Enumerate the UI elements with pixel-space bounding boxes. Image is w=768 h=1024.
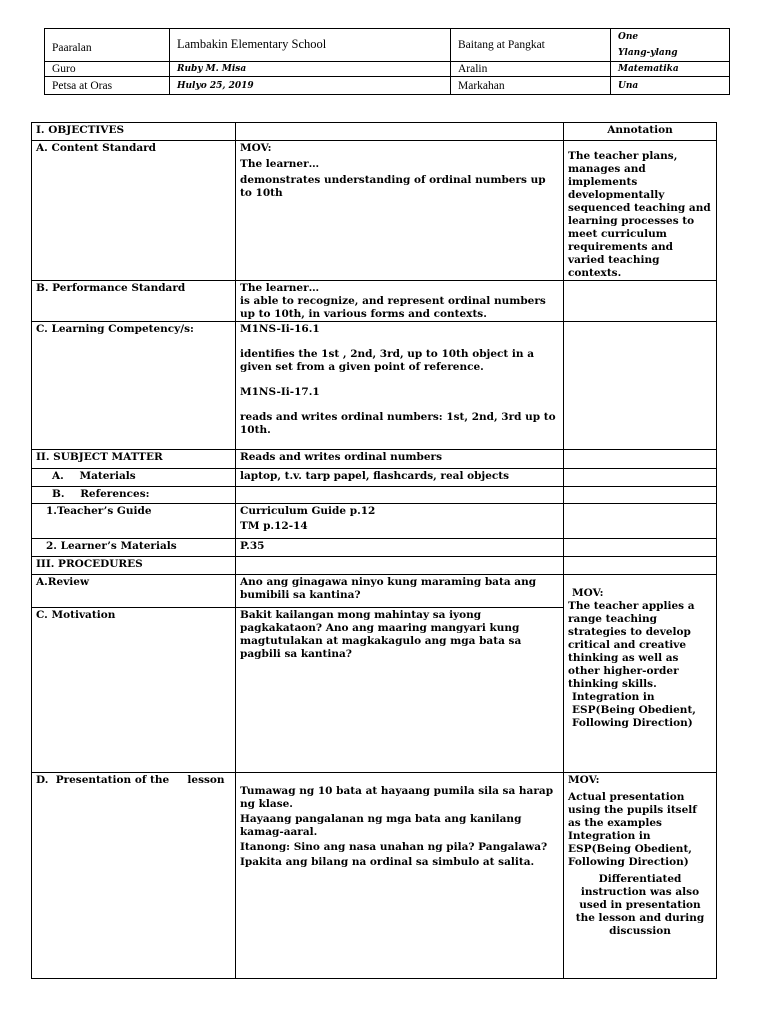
procedures-annotation	[564, 557, 717, 575]
references-label-cell	[32, 487, 236, 504]
learners-materials-label-text: 2. Learner’s Materials	[46, 540, 177, 552]
content-standard-annotation-text: The teacher plans, manages and implements developmentally sequenced teaching and learning processes to meet curriculum requirements and varied teaching contexts.	[568, 150, 711, 279]
review-label: A.Review	[32, 575, 236, 608]
presentation-row	[32, 773, 717, 979]
petsa-value: Hulyo 25, 2019	[170, 77, 451, 95]
content-standard-row	[32, 141, 717, 281]
baitang-label: Baitang at Pangkat	[451, 29, 611, 62]
review-annotation-mov: MOV:	[572, 587, 604, 599]
materials-letter: A.	[52, 470, 64, 482]
performance-standard-annotation	[564, 281, 717, 322]
learners-materials-label	[32, 539, 236, 557]
references-letter: B.	[52, 488, 65, 500]
teachers-guide-cell	[236, 504, 564, 539]
guro-label: Guro	[45, 62, 170, 77]
baitang-value-line2: Ylang-ylang	[618, 48, 678, 58]
baitang-value	[611, 29, 730, 62]
competency-code2: M1NS-Ii-17.1	[240, 386, 320, 398]
materials-row	[32, 469, 717, 487]
procedures-blank	[236, 557, 564, 575]
performance-standard-line1: The learner…	[240, 282, 320, 294]
procedures-heading: III. PROCEDURES	[32, 557, 236, 575]
aralin-label: Aralin	[451, 62, 611, 77]
materials-label: Materials	[79, 470, 136, 482]
presentation-annotation-mov: MOV:	[568, 774, 600, 786]
subject-matter-annotation	[564, 450, 717, 469]
presentation-label: D. Presentation of the lesson	[32, 773, 236, 979]
competency-row	[32, 322, 717, 450]
performance-standard-cell	[236, 281, 564, 322]
subject-matter-label: II. SUBJECT MATTER	[32, 450, 236, 469]
competency-code1: M1NS-Ii-16.1	[240, 323, 320, 335]
lesson-plan-table	[31, 122, 717, 979]
performance-standard-line2: is able to recognize, and represent ordinal numbers up to 10th, in various forms and contexts.	[240, 295, 546, 320]
presentation-annotation-text: Actual presentation using the pupils itself as the examples	[568, 791, 697, 829]
competency-text1: identifies the 1st , 2nd, 3rd, up to 10th object in a given set from a given point of reference.	[240, 348, 534, 373]
presentation-annotation-integration: Integration in ESP(Being Obedient, Following Direction)	[568, 830, 692, 868]
competency-cell	[236, 322, 564, 450]
baitang-value-line1: One	[618, 32, 639, 42]
markahan-value: Una	[611, 77, 730, 95]
references-row	[32, 487, 717, 504]
motivation-label: C. Motivation	[32, 608, 236, 773]
learners-materials-annotation	[564, 539, 717, 557]
markahan-label: Markahan	[451, 77, 611, 95]
teachers-guide-label	[32, 504, 236, 539]
teachers-guide-row	[32, 504, 717, 539]
content-standard-cell	[236, 141, 564, 281]
presentation-cell	[236, 773, 564, 979]
learners-materials-row	[32, 539, 717, 557]
content-standard-line1: The learner…	[240, 158, 320, 170]
objectives-row	[32, 123, 717, 141]
guro-value: Ruby M. Misa	[170, 62, 451, 77]
review-annotation	[564, 575, 717, 773]
content-standard-mov: MOV:	[240, 142, 272, 154]
content-standard-label: A. Content Standard	[32, 141, 236, 281]
paaralan-label: Paaralan	[45, 29, 170, 62]
review-annotation-text: The teacher applies a range teaching strategies to develop critical and creative thinking as well as other higher-order thinking skills.	[568, 600, 695, 690]
presentation-line4: Ipakita ang bilang na ordinal sa simbulo at salita.	[240, 856, 535, 868]
presentation-annotation-diff: Differentiated instruction was also used in presentation the lesson and during discussion	[575, 873, 705, 937]
petsa-label: Petsa at Oras	[45, 77, 170, 95]
motivation-value: Bakit kailangan mong mahintay sa iyong pagkakataon? Ano ang maaring mangyari kung magtutulakan at magkakagulo ang mga bata sa pagbili sa kantina?	[236, 608, 564, 773]
annotation-heading: Annotation	[564, 123, 717, 141]
materials-label-cell	[32, 469, 236, 487]
performance-standard-label: B. Performance Standard	[32, 281, 236, 322]
presentation-line2: Hayaang pangalanan ng mga bata ang kanilang kamag-aaral.	[240, 813, 522, 838]
references-label: References:	[80, 488, 150, 500]
review-row	[32, 575, 717, 608]
procedures-row	[32, 557, 717, 575]
presentation-annotation	[564, 773, 717, 979]
references-annotation	[564, 487, 717, 504]
competency-label: C. Learning Competency/s:	[32, 322, 236, 450]
content-standard-line2: demonstrates understanding of ordinal numbers up to 10th	[240, 174, 546, 199]
subject-matter-value: Reads and writes ordinal numbers	[236, 450, 564, 469]
competency-text2: reads and writes ordinal numbers: 1st, 2nd, 3rd up to 10th.	[240, 411, 556, 436]
materials-value: laptop, t.v. tarp papel, flashcards, real objects	[236, 469, 564, 487]
materials-annotation	[564, 469, 717, 487]
learners-materials-value: P.35	[236, 539, 564, 557]
aralin-value: Matematika	[611, 62, 730, 77]
content-standard-annotation	[564, 141, 717, 281]
objectives-blank	[236, 123, 564, 141]
review-value: Ano ang ginagawa ninyo kung maraming bata ang bumibili sa kantina?	[236, 575, 564, 608]
references-value	[236, 487, 564, 504]
teachers-guide-label-text: 1.Teacher’s Guide	[46, 505, 152, 517]
teachers-guide-line1: Curriculum Guide p.12	[240, 505, 376, 517]
teachers-guide-line2: TM p.12-14	[240, 520, 308, 532]
performance-standard-row	[32, 281, 717, 322]
objectives-heading: I. OBJECTIVES	[32, 123, 236, 141]
review-annotation-integration: Integration in ESP(Being Obedient, Following Direction)	[572, 691, 696, 729]
presentation-line3: Itanong: Sino ang nasa unahan ng pila? Pangalawa?	[240, 841, 548, 853]
subject-matter-row	[32, 450, 717, 469]
header-table	[44, 28, 730, 95]
presentation-line1: Tumawag ng 10 bata at hayaang pumila sila sa harap ng klase.	[240, 785, 554, 810]
teachers-guide-annotation	[564, 504, 717, 539]
competency-annotation	[564, 322, 717, 450]
school-name: Lambakin Elementary School	[170, 29, 451, 62]
